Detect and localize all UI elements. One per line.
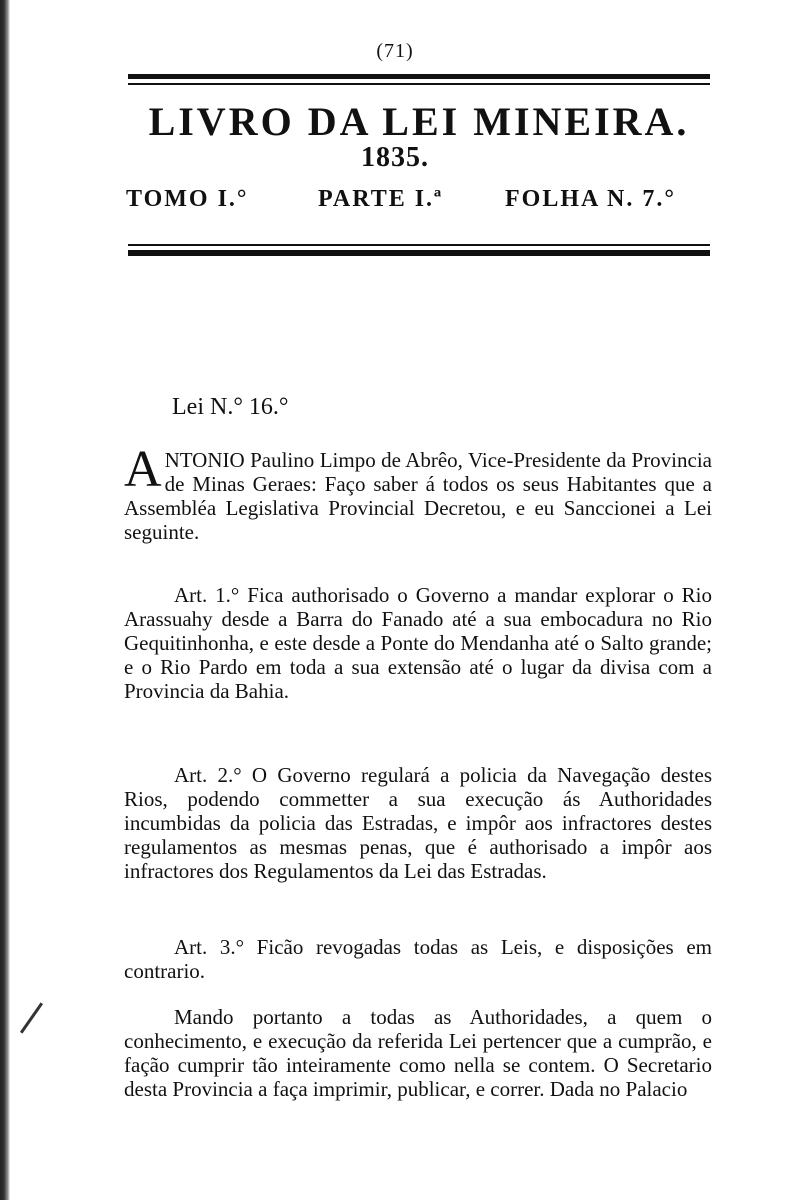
binding-edge bbox=[0, 0, 10, 1200]
article-3: Art. 3.° Ficão revogadas todas as Leis, e disposições em contrario. bbox=[124, 935, 712, 983]
header-rule-top-thick bbox=[128, 74, 710, 79]
tomo-label: TOMO I.° bbox=[126, 186, 249, 212]
page-number: (71) bbox=[376, 40, 414, 62]
header-rule-bottom-thick bbox=[128, 250, 710, 256]
parte-label: PARTE I.ª bbox=[318, 186, 444, 212]
law-number: Lei N.° 16.° bbox=[172, 394, 289, 420]
book-year: 1835. bbox=[361, 142, 429, 173]
margin-pen-mark bbox=[20, 1002, 43, 1033]
header-rule-bottom-thin bbox=[128, 244, 710, 246]
book-title: LIVRO DA LEI MINEIRA. bbox=[148, 99, 690, 144]
drop-cap: A bbox=[124, 441, 162, 498]
closing-paragraph: Mando portanto a todas as Authoridades, a quem o conhecimento, e execução da referida Lei pertencer que a cumprão, e fação cumprir tão inteiramente como nella se contem. O Secretario desta Provincia a faça imprimir, publicar, e correr. Dada no Palacio bbox=[124, 1005, 712, 1101]
article-2: Art. 2.° O Governo regulará a policia da Navegação destes Rios, podendo commetter a sua execução ás Authoridades incumbidas da policia das Estradas, e impôr aos infractores destes regulamentos as mesmas penas, que é authorisado a impôr aos infractores dos Regulamentos da Lei das Estradas. bbox=[124, 763, 712, 883]
article-1: Art. 1.° Fica authorisado o Governo a mandar explorar o Rio Arassuahy desde a Barra do Fanado até a sua embocadura no Rio Gequitinhonha, e este desde a Ponte do Mendanha até o Salto grande; e o Rio Pardo em toda a sua extensão até o lugar da divisa com a Provincia da Bahia. bbox=[124, 583, 712, 703]
intro-text: NTONIO Paulino Limpo de Abrêo, Vice-Presidente da Provincia de Minas Geraes: Faço saber á todos os seus Habitantes que a Assembléa Legislativa Provincial Decretou, e eu Sanccionei a Lei seguinte. bbox=[124, 448, 712, 544]
header-rule-top-thin bbox=[128, 83, 710, 85]
folha-label: FOLHA N. 7.° bbox=[505, 186, 676, 212]
intro-paragraph bbox=[124, 441, 712, 544]
